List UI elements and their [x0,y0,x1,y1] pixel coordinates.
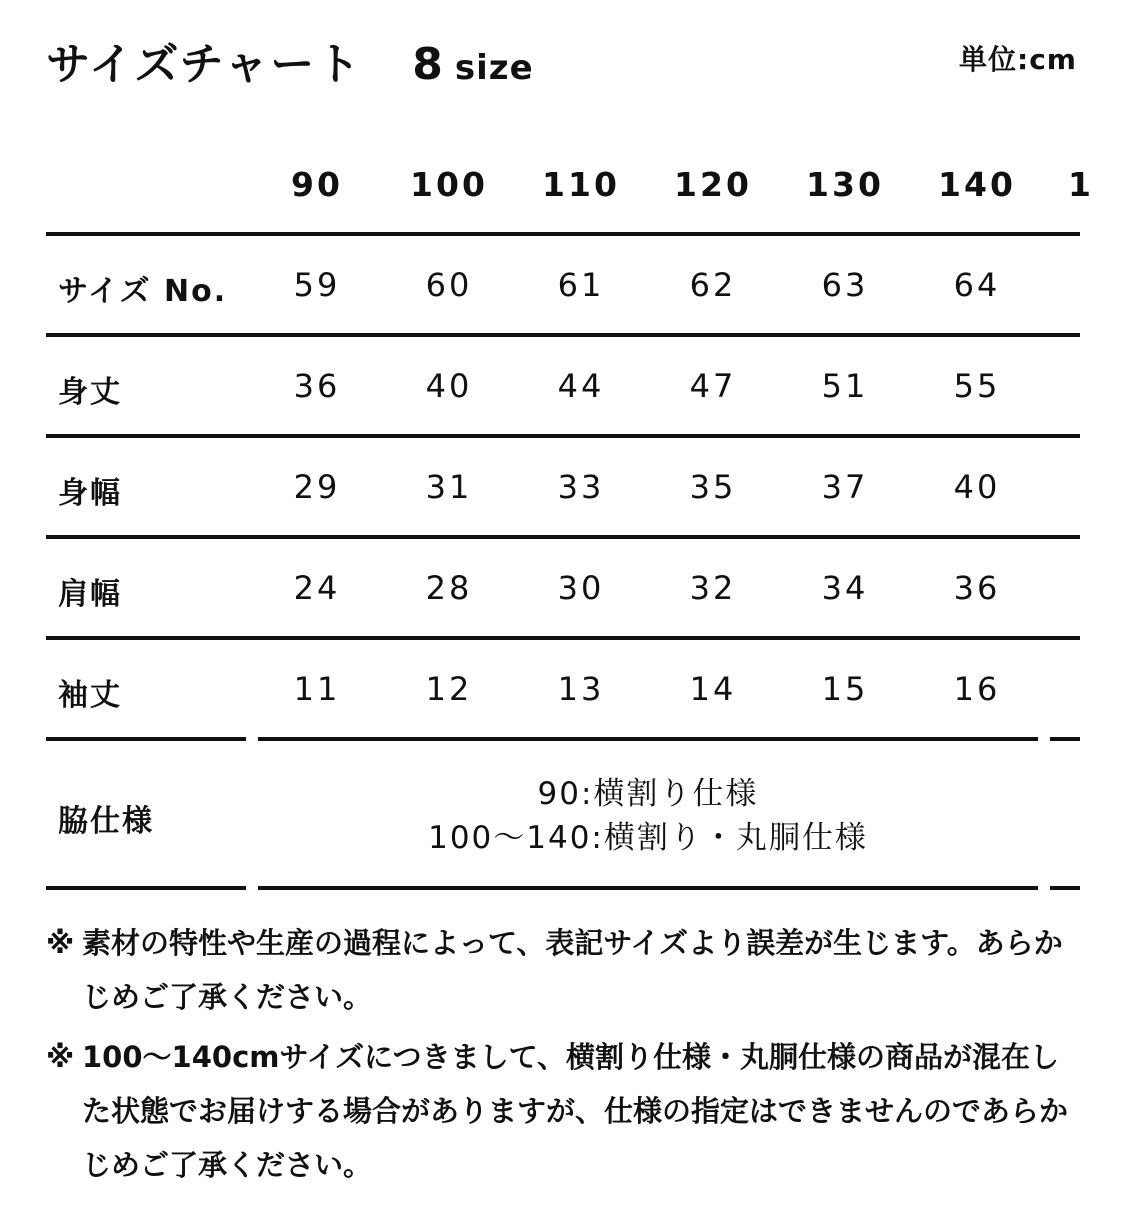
table-cell: 36 [293,367,341,405]
side-spec-line-1: 90:横割り仕様 [537,776,759,812]
table-rule [258,886,1038,890]
column-header-120: 120 [674,165,752,204]
column-header-140: 140 [938,165,1016,204]
table-cell: 44 [557,367,605,405]
table-rule [1050,886,1080,890]
size-count: 8 [412,39,445,90]
column-header-90: 90 [291,165,343,204]
table-rule [46,434,1080,438]
table-cell: 35 [689,468,737,506]
table-cell: 51 [821,367,869,405]
row-label-sleeve-length: 袖丈 [58,678,122,713]
note-text: 100〜140cmサイズにつきまして、横割り仕様・丸胴仕様の商品が混在した状態でお届けする場合がありますが、仕様の指定はできませんのであらかじめご了承ください。 [82,1040,1069,1182]
table-cell: 37 [821,468,869,506]
table-cell: 63 [821,266,869,304]
table-cell: 30 [557,569,605,607]
table-cell: 33 [557,468,605,506]
table-cell: 29 [293,468,341,506]
table-cell: 15 [821,670,869,708]
table-rule [46,535,1080,539]
size-word: size [454,48,534,88]
table-rule [46,636,1080,640]
note-2 [46,1030,1086,1192]
table-cell: 40 [953,468,1001,506]
note-1 [46,916,1086,1024]
table-cell: 64 [953,266,1001,304]
table-cell: 16 [953,670,1001,708]
table-cell: 47 [689,367,737,405]
side-spec-line-2: 100〜140:横割り・丸胴仕様 [428,820,868,856]
table-cell: 11 [293,670,341,708]
table-cell: 36 [953,569,1001,607]
column-header-100: 100 [410,165,488,204]
row-label-side-spec: 脇仕様 [58,804,154,839]
note-text: 素材の特性や生産の過程によって、表記サイズより誤差が生じます。あらかじめご了承ください。 [82,926,1063,1014]
chart-title-main: サイズチャート [46,39,363,90]
table-rule [258,737,1038,741]
table-cell: 24 [293,569,341,607]
unit-label: 単位:cm [959,43,1077,76]
column-header-130: 130 [806,165,884,204]
table-rule [46,232,1080,236]
chart-title [46,28,534,92]
note-mark: ※ [46,926,75,960]
row-label-size-no: サイズ No. [58,274,228,309]
table-rule [1050,737,1080,741]
table-cell: 55 [953,367,1001,405]
table-cell: 61 [557,266,605,304]
note-mark: ※ [46,1040,75,1074]
table-cell: 60 [425,266,473,304]
table-cell: 40 [425,367,473,405]
row-label-body-width: 身幅 [58,476,122,511]
row-label-shoulder-width: 肩幅 [58,577,122,612]
table-cell: 28 [425,569,473,607]
table-cell: 14 [689,670,737,708]
table-cell: 13 [557,670,605,708]
table-cell: 32 [689,569,737,607]
table-cell: 59 [293,266,341,304]
table-cell: 31 [425,468,473,506]
table-cell: 12 [425,670,473,708]
column-header-cut: 1 [1068,165,1091,204]
table-cell: 62 [689,266,737,304]
table-rule [46,737,246,741]
side-spec-values [258,772,1038,860]
table-rule [46,333,1080,337]
row-label-body-length: 身丈 [58,375,122,410]
column-header-110: 110 [542,165,620,204]
table-rule [46,886,246,890]
table-cell: 34 [821,569,869,607]
